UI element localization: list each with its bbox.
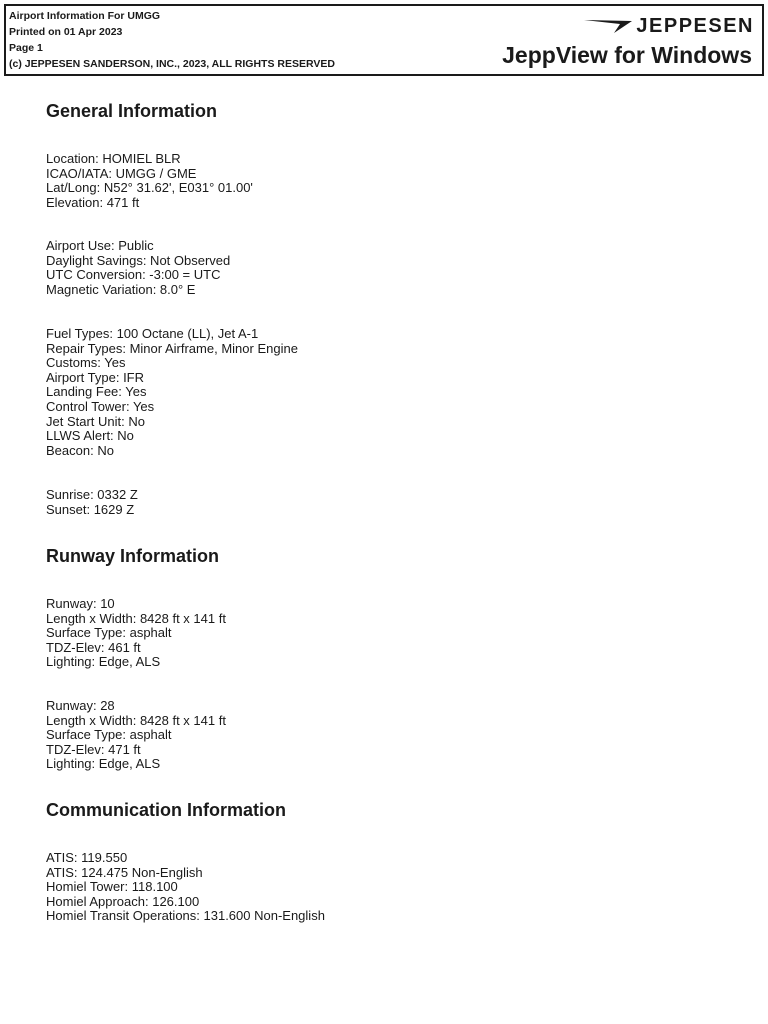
info-line: Homiel Transit Operations: 131.600 Non-English: [46, 908, 325, 924]
services-group: [46, 327, 298, 458]
header-info: [9, 8, 335, 72]
info-line: Homiel Tower: 118.100: [46, 879, 178, 895]
info-line: Beacon: No: [46, 442, 114, 458]
info-line: Control Tower: Yes: [46, 398, 155, 414]
info-line: ATIS: 119.550: [46, 850, 128, 865]
info-line: Runway: 10: [46, 596, 115, 611]
info-line: UTC Conversion: -3:00 = UTC: [46, 267, 221, 283]
info-line: Lighting: Edge, ALS: [46, 756, 161, 772]
location-group: [46, 152, 253, 210]
communication-information-heading: Communication Information: [46, 800, 286, 820]
info-line: Daylight Savings: Not Observed: [46, 252, 231, 268]
general-information-heading: General Information: [46, 101, 218, 121]
app-name: JeppView for Windows: [502, 42, 752, 68]
info-line: Magnetic Variation: 8.0° E: [46, 281, 196, 297]
info-line: LLWS Alert: No: [46, 428, 134, 444]
runway-information-heading: Runway Information: [46, 546, 220, 566]
info-line: TDZ-Elev: 471 ft: [46, 741, 141, 757]
info-line: Surface Type: asphalt: [46, 727, 172, 743]
info-line: Jet Start Unit: No: [46, 413, 145, 429]
runway-10-group: [46, 597, 226, 670]
jeppesen-logo: [584, 16, 754, 36]
usage-group: [46, 239, 230, 297]
sun-times-group: [46, 488, 138, 517]
info-line: Lighting: Edge, ALS: [46, 654, 161, 670]
info-line: Lat/Long: N52° 31.62', E031° 01.00': [46, 180, 253, 196]
info-line: Customs: Yes: [46, 355, 126, 371]
info-line: Surface Type: asphalt: [46, 625, 172, 641]
info-line: Airport Type: IFR: [46, 369, 145, 385]
info-line: Fuel Types: 100 Octane (LL), Jet A-1: [46, 326, 259, 341]
info-line: Airport Use: Public: [46, 238, 154, 253]
header-title: Airport Information For UMGG: [9, 10, 161, 22]
info-line: Location: HOMIEL BLR: [46, 151, 181, 166]
info-line: Repair Types: Minor Airframe, Minor Engine: [46, 340, 298, 356]
header-page-number: Page 1: [9, 42, 43, 54]
info-line: Length x Width: 8428 ft x 141 ft: [46, 610, 226, 626]
runway-28-group: [46, 699, 226, 772]
info-line: Length x Width: 8428 ft x 141 ft: [46, 712, 226, 728]
info-line: Landing Fee: Yes: [46, 384, 147, 400]
frequencies-group: [46, 851, 325, 924]
info-line: Runway: 28: [46, 698, 115, 713]
header-copyright: (c) JEPPESEN SANDERSON, INC., 2023, ALL RIGHTS RESERVED: [9, 58, 335, 70]
info-line: Homiel Approach: 126.100: [46, 893, 200, 909]
info-line: Elevation: 471 ft: [46, 194, 140, 210]
info-line: TDZ-Elev: 461 ft: [46, 639, 141, 655]
info-line: ICAO/IATA: UMGG / GME: [46, 165, 197, 181]
info-line: Sunset: 1629 Z: [46, 501, 135, 517]
jeppesen-swoosh-icon: [584, 18, 634, 34]
info-line: ATIS: 124.475 Non-English: [46, 864, 203, 880]
header-print-date: Printed on 01 Apr 2023: [9, 26, 123, 38]
info-line: Sunrise: 0332 Z: [46, 487, 138, 502]
logo-text: JEPPESEN: [636, 15, 754, 37]
page-header: [4, 4, 764, 76]
